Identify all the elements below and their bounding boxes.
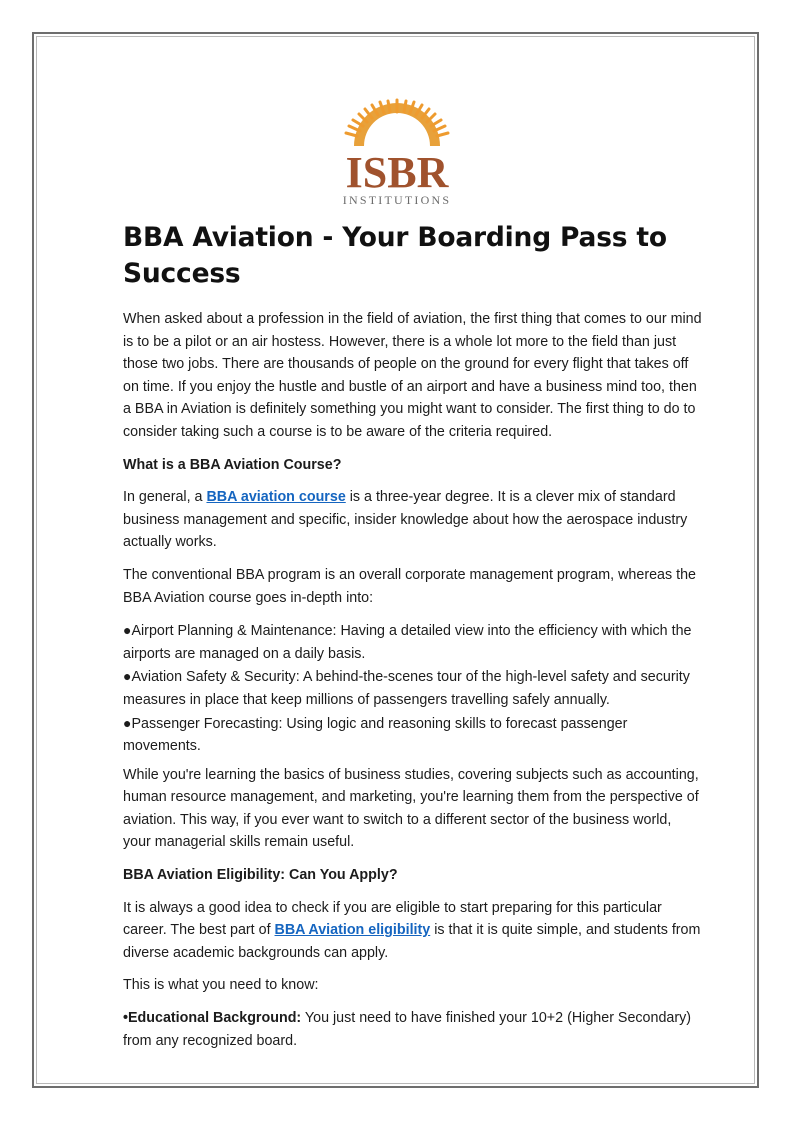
bba-aviation-course-link[interactable]: BBA aviation course xyxy=(206,489,346,506)
list-item-text: Airport Planning & Maintenance: Having a detailed view into the efficiency with which the airports are managed on a daily basis. xyxy=(123,623,692,662)
education-item xyxy=(123,1007,703,1052)
logo-subtitle: INSTITUTIONS xyxy=(342,193,452,207)
bullet-icon: • xyxy=(123,1010,129,1027)
business-studies-paragraph: While you're learning the basics of business studies, covering subjects such as accounting, human resource management, and marketing, you're learning them from the perspective of aviation. This way, if you ever want to switch to a different sector of the business world, your managerial skills remain useful. xyxy=(123,766,699,851)
bullet-icon: ● xyxy=(123,668,132,685)
course-paragraph xyxy=(123,486,703,554)
bba-aviation-eligibility-link[interactable]: BBA Aviation eligibility xyxy=(274,922,431,939)
section-heading-eligibility: BBA Aviation Eligibility: Can You Apply? xyxy=(123,867,398,884)
education-text: You just need to have finished your 10+2 (Higher Secondary) from any recognized board. xyxy=(123,1010,692,1049)
bullet-icon: ● xyxy=(123,714,132,731)
list-item xyxy=(123,712,703,758)
need-to-know-paragraph: This is what you need to know: xyxy=(123,977,319,994)
program-paragraph: The conventional BBA program is an overall corporate management program, whereas the BBA Aviation course goes in-depth into: xyxy=(123,566,696,606)
course-text-before: In general, a xyxy=(123,489,207,506)
education-label: Educational Background: xyxy=(128,1010,302,1027)
list-item-text: Aviation Safety & Security: A behind-the-scenes tour of the high-level safety and security measures in place that keep millions of passengers travelling safely annually. xyxy=(123,669,690,708)
logo-wordmark: ISBR xyxy=(345,148,449,197)
list-item xyxy=(123,665,703,711)
page-title: BBA Aviation - Your Boarding Pass to Success xyxy=(123,222,667,289)
eligibility-paragraph xyxy=(123,897,703,965)
section-heading-course: What is a BBA Aviation Course? xyxy=(123,456,342,473)
isbr-logo xyxy=(318,96,476,210)
intro-paragraph: When asked about a profession in the field of aviation, the first thing that comes to our mind is to be a pilot or an air hostess. However, there is a whole lot more to the field than just those two jobs. There are thousands of people on the ground for every flight that takes off on time. If you enjoy the hustle and bustle of an airport and have a business mind too, then a BBA in Aviation is definitely something you might want to consider. The first thing to do to consider taking such a course is to be aware of the criteria required. xyxy=(123,311,702,440)
eligibility-text-before: It is always a good idea to check if you are eligible to start preparing for this particular career. The best part of xyxy=(123,899,662,939)
course-bullet-list xyxy=(123,619,703,758)
article xyxy=(123,220,703,1062)
course-text-after: is a three-year degree. It is a clever mix of standard business management and specific, insider knowledge about how the aerospace industry actually works. xyxy=(123,489,688,551)
bullet-icon: ● xyxy=(123,622,132,639)
list-item-text: Passenger Forecasting: Using logic and reasoning skills to forecast passenger movements. xyxy=(123,715,628,755)
list-item xyxy=(123,619,703,665)
eligibility-text-after: is that it is quite simple, and students from diverse academic backgrounds can apply. xyxy=(123,922,701,961)
